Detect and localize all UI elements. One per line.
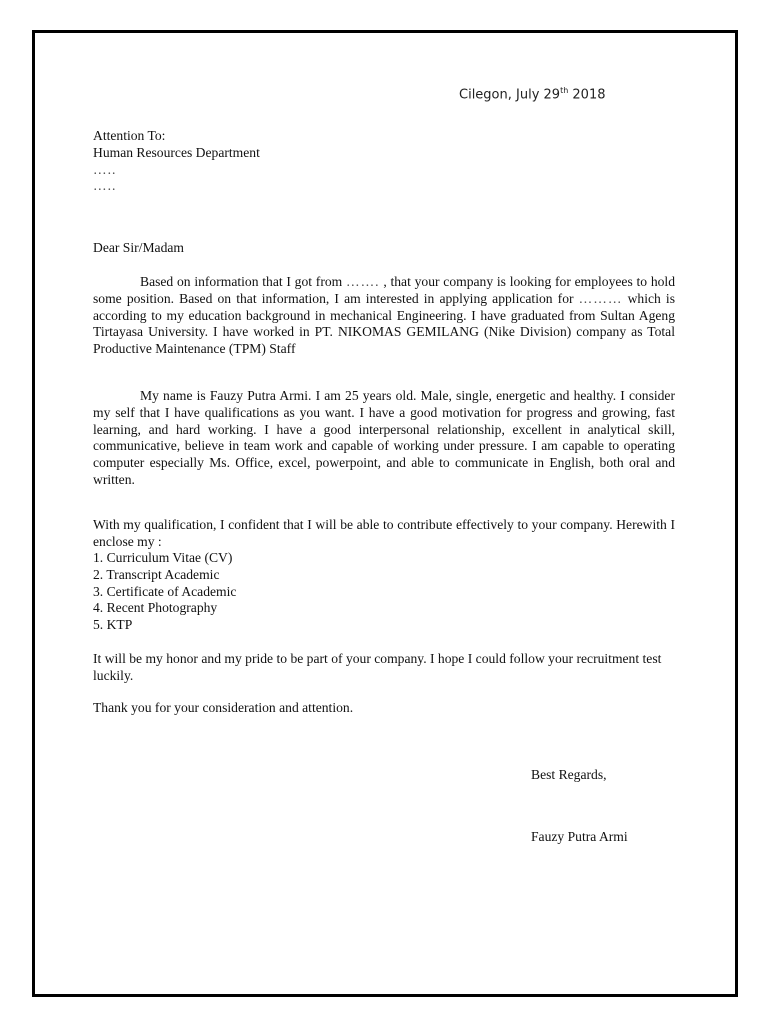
- enclosure-list: [93, 550, 675, 634]
- paragraph-1-placeholder-2: ………: [578, 290, 623, 306]
- recipient-department: Human Resources Department: [93, 144, 260, 160]
- date-city: Cilegon, July 29: [459, 87, 561, 103]
- attention-label: Attention To:: [93, 128, 166, 143]
- paragraph-3: With my qualification, I confident that I will be able to contribute effectively to your company. Herewith I enclose my :: [93, 517, 675, 549]
- recipient-line-1: …..: [93, 161, 117, 177]
- date-suffix: th: [560, 86, 569, 95]
- paragraph-5: Thank you for your consideration and attention.: [93, 700, 354, 715]
- date-year: 2018: [568, 87, 606, 103]
- enclosure-item: 5. KTP: [93, 617, 133, 633]
- paragraph-2: My name is Fauzy Putra Armi. I am 25 years old. Male, single, energetic and healthy. I consider my self that I have qualifications as you want. I have a good motivation for progress and growing, fast learning, and hard working. I have a good interpersonal relationship, excellent in analytical skill, communicative, believe in team work and capable of working under pressure. I am capable to operating computer especially Ms. Office, excel, powerpoint, and able to communicate in English, both oral and written.: [93, 388, 675, 487]
- paragraph-1-part-2: , that your company is looking for employees to hold some position. Based on that information, I am interested in applying application for: [93, 274, 675, 306]
- signature-name: Fauzy Putra Armi: [531, 829, 628, 844]
- paragraph-1-placeholder-1: …….: [345, 274, 380, 289]
- date-line: [459, 86, 606, 102]
- salutation: Dear Sir/Madam: [93, 240, 184, 255]
- enclosure-item: 4. Recent Photography: [93, 600, 218, 616]
- paragraph-1-part-3: which is according to my education background in mechanical Engineering. I have graduated from Sultan Ageng Tirtayasa University. I have worked in PT. NIKOMAS GEMILANG (Nike Division) company as Total Productive Maintenance (TPM) Staff: [93, 290, 675, 357]
- enclosure-item: 1. Curriculum Vitae (CV): [93, 550, 233, 565]
- recipient-line-2: …..: [93, 178, 117, 194]
- paragraph-1-part-1: Based on information that I got from: [140, 274, 346, 289]
- recipient-block: [93, 128, 675, 195]
- enclosure-item: 2. Transcript Academic: [93, 566, 220, 582]
- enclosure-item: 3. Certificate of Academic: [93, 583, 237, 599]
- paragraph-4: It will be my honor and my pride to be part of your company. I hope I could follow your recruitment test luckily.: [93, 651, 662, 683]
- paragraph-1: [93, 274, 675, 358]
- closing-regards: Best Regards,: [531, 767, 607, 782]
